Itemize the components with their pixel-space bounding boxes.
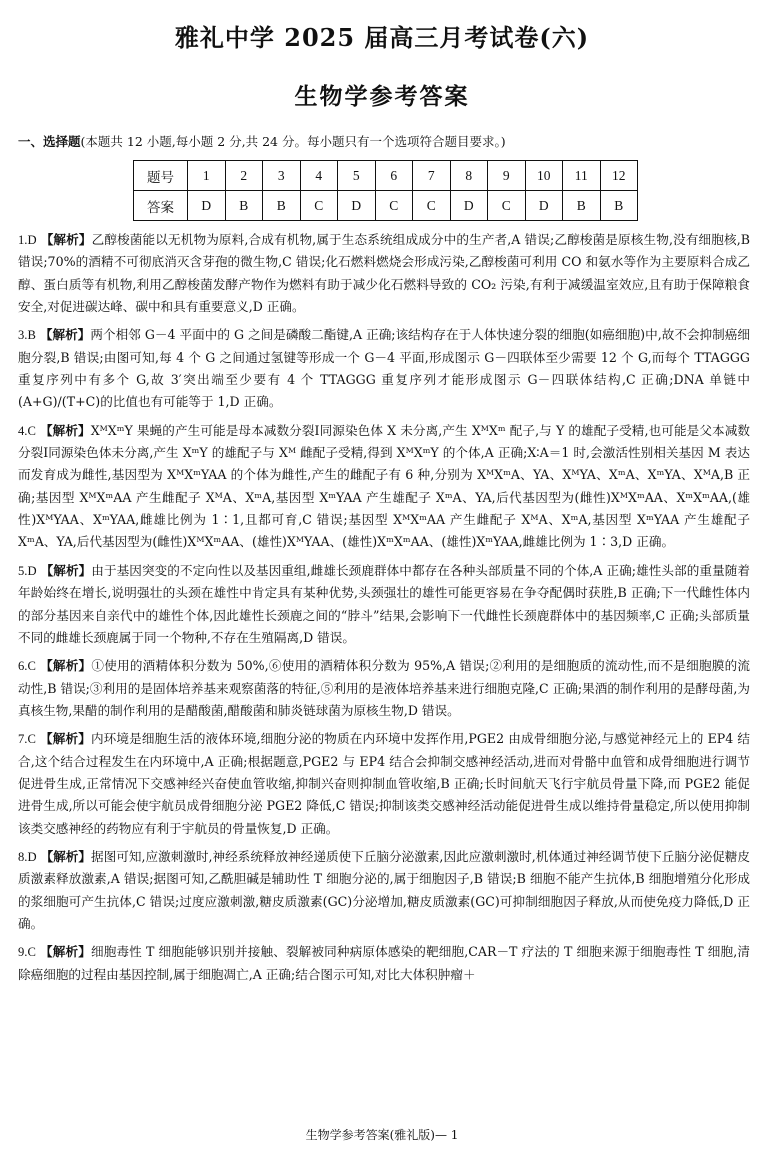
explanation-item (18, 728, 750, 840)
section-heading (18, 132, 758, 150)
analysis-tag: 【解析】 (39, 422, 91, 438)
explanation-item (18, 560, 750, 649)
explanation-item (18, 229, 750, 318)
answer-cell: B (225, 191, 263, 221)
item-number: 6.C (18, 659, 36, 674)
item-number: 3.B (18, 328, 36, 343)
item-number: 1.D (18, 233, 37, 247)
explanation-item (18, 846, 750, 935)
question-number-cell: 4 (300, 161, 338, 191)
question-number-cell: 9 (488, 161, 526, 191)
question-number-cell: 1 (188, 161, 226, 191)
question-number-cell: 2 (225, 161, 263, 191)
answer-cell: D (338, 191, 376, 221)
question-number-cell: 10 (525, 161, 563, 191)
answer-table (133, 160, 638, 221)
analysis-tag: 【解析】 (40, 944, 91, 960)
item-text: XᴹXᵐY 果蝇的产生可能是母本减数分裂Ⅰ同源染色体 X 未分离,产生 XᴹXᵐ 配子,与 Y 的雄配子受精,也可能是父本减数分裂Ⅰ同源染色体未分离,产生 XᵐY 的雄配子与 Xᴹ 雌配子受精,得到 XᴹXᵐY 的个体,A 正确;X∶A＝1 时,会激活性别相关基因 M 表达而发育成为雌性,基因型为 XᴹXᵐYAA 的个体为雌性,产生的雌配子有 6 种,分别为 XᴹXᵐA、YA、XᴹYA、XᵐA、XᵐYA、XᴹA,B 正确;基因型 XᴹXᵐAA 产生雌配子 XᴹA、XᵐA,基因型 XᵐYAA 产生雄配子 XᵐA、YA,后代基因型为(雌性)XᴹXᵐAA、XᵐXᵐAA,(雄性)XᴹYAA、XᵐYAA,雌雄比例为 1∶1,且都可育,C 错误;基因型 XᴹXᵐAA 产生雌配子 XᴹA、XᵐA,基因型 XᵐYAA 产生雄配子 XᵐA、YA,后代基因型为(雌性)XᴹXᵐAA、(雄性)XᴹYAA、(雄性)XᵐXᵐAA、(雄性)XᵐYAA,雌雄比例为 1∶3,D 正确。 (18, 422, 750, 550)
explanation-item (18, 324, 750, 413)
question-number-cell: 11 (563, 161, 601, 191)
answer-cell: C (375, 191, 413, 221)
question-number-cell: 5 (338, 161, 376, 191)
explanation-item (18, 420, 750, 554)
explanations (18, 229, 750, 992)
exam-title: 雅礼中学 2025 届高三月考试卷(六) (174, 23, 590, 52)
question-number-cell: 12 (600, 161, 638, 191)
answer-cell: D (525, 191, 563, 221)
answer-cell: B (263, 191, 301, 221)
analysis-tag: 【解析】 (40, 848, 92, 864)
answer-cell: D (450, 191, 488, 221)
section-label: 一、选择题 (18, 134, 81, 149)
answer-cell: D (188, 191, 226, 221)
item-text: ①使用的酒精体积分数为 50%,⑥使用的酒精体积分数为 95%,A 错误;②利用的是细胞质的流动性,而不是细胞膜的流动性,B 错误;③利用的是固体培养基来观察菌落的特征,⑤利用的是液体培养基来进行细胞克隆,C 正确;果酒的制作利用的是酵母菌,为真核生物,果醋的制作利用的是醋酸菌,醋酸菌和肺炎链球菌为原核生物,D 错误。 (18, 658, 750, 718)
item-number: 7.C (18, 732, 36, 747)
section-note: (本题共 12 小题,每小题 2 分,共 24 分。每小题只有一个选项符合题目要求。) (80, 134, 506, 149)
row-header-number: 题号 (134, 161, 188, 191)
item-number: 8.D (18, 849, 37, 864)
explanation-item (18, 655, 750, 722)
analysis-tag: 【解析】 (40, 731, 91, 747)
item-text: 内环境是细胞生活的液体环境,细胞分泌的物质在内环境中发挥作用,PGE2 由成骨细胞分泌,与感觉神经元上的 EP4 结合,这个结合过程发生在内环境中,A 正确;根据题意,PGE2 与 EP4 结合会抑制交感神经活动,进而对骨骼中血管和成骨细胞进行调节促进骨生成,正常情况下交感神经兴奋使血管收缩,抑制兴奋则抑制血管收缩,B 正确;长时间航天飞行宇航员骨量下降,而 PGE2 能促进骨生成,所以可能会使宇航员成骨细胞分泌 PGE2 降低,C 错误;抑制该类交感神经活动能促进骨生成以维持骨量稳定,所以使用抑制该类交感神经的药物应有利于宇航员的骨量恢复,D 正确。 (18, 731, 750, 836)
answer-cell: C (300, 191, 338, 221)
answer-cell: B (563, 191, 601, 221)
analysis-tag: 【解析】 (40, 232, 92, 247)
item-text: 两个相邻 G－4 平面中的 G 之间是磷酸二酯键,A 正确;该结构存在于人体快速分裂的细胞(如癌细胞)中,故不会抑制癌细胞分裂,B 错误;由图可知,每 4 个 G 之间通过氢键等形成一个 G－4 平面,形成图示 G－四联体至少需要 12 个 G,而每个 TTAGGG 重复序列中有多个 G,故 3′突出端至少要有 4 个 TTAGGG 重复序列才能形成图示 G－四联体结构,C 正确;DNA 单链中(A+G)/(T+C)的比值也有可能等于 1,D 正确。 (18, 327, 750, 410)
item-number: 9.C (18, 945, 36, 960)
question-number-cell: 6 (375, 161, 413, 191)
explanation-item (18, 941, 750, 986)
question-number-cell: 3 (263, 161, 301, 191)
question-number-row (134, 161, 638, 191)
item-text: 由于基因突变的不定向性以及基因重组,雌雄长颈鹿群体中都存在各种头部质量不同的个体,A 正确;雄性头部的重量随着年龄始终在增长,说明强壮的头颈在雄性中肯定具有某种优势,头颈强壮的雄性可能更容易在争夺配偶时获胜,B 正确;下一代雌性体内的部分基因来自亲代中的雄性个体,因此雄性长颈鹿之间的“脖斗”结果,会影响下一代雌性长颈鹿群体中的基因频率,C 正确;头部质量不同的雌雄长颈鹿属于同一个物种,不存在生殖隔离,D 错误。 (18, 562, 750, 645)
answer-cell: C (413, 191, 451, 221)
item-number: 5.D (18, 563, 37, 578)
question-number-cell: 8 (450, 161, 488, 191)
answer-key-title: 生物学参考答案 (294, 84, 470, 110)
row-header-answer: 答案 (134, 191, 188, 221)
page-footer: 生物学参考答案(雅礼版)— 1 (305, 1128, 459, 1142)
analysis-tag: 【解析】 (39, 327, 91, 343)
answer-row (134, 191, 638, 221)
item-number: 4.C (18, 423, 36, 438)
analysis-tag: 【解析】 (40, 658, 92, 674)
analysis-tag: 【解析】 (40, 562, 92, 578)
answer-cell: C (488, 191, 526, 221)
question-number-cell: 7 (413, 161, 451, 191)
answer-cell: B (600, 191, 638, 221)
item-text: 乙醇梭菌能以无机物为原料,合成有机物,属于生态系统组成成分中的生产者,A 错误;乙醇梭菌是原核生物,没有细胞核,B 错误;70%的酒精不可彻底消灭含芽孢的微生物,C 错误;化石燃料燃烧会形成污染,乙醇梭菌可利用 CO 和氨水等作为主要原料合成乙醇、蛋白质等有机物,利用乙醇梭菌发酵产物作为燃料有助于减少化石燃料导致的 CO₂ 污染,有利于减缓温室效应,且有助于保障粮食安全,对促进碳达峰、碳中和具有重要意义,D 正确。 (18, 232, 750, 315)
item-text: 细胞毒性 T 细胞能够识别并接触、裂解被同种病原体感染的靶细胞,CAR－T 疗法的 T 细胞来源于细胞毒性 T 细胞,清除癌细胞的过程由基因控制,属于细胞凋亡,A 正确;结合图示可知,对比大体积肿瘤＋ (18, 944, 751, 982)
item-text: 据图可知,应激刺激时,神经系统释放神经递质使下丘脑分泌激素,因此应激刺激时,机体通过神经调节使下丘脑分泌促糖皮质激素释放激素,A 错误;据图可知,乙酰胆碱是辅助性 T 细胞分泌的,属于细胞因子,B 错误;B 细胞不能产生抗体,B 细胞增殖分化形成的浆细胞可产生抗体,C 错误;过度应激刺激,糖皮质激素(GC)分泌增加,糖皮质激素(GC)可抑制细胞因子释放,从而使免疫力降低,D 正确。 (18, 848, 751, 931)
